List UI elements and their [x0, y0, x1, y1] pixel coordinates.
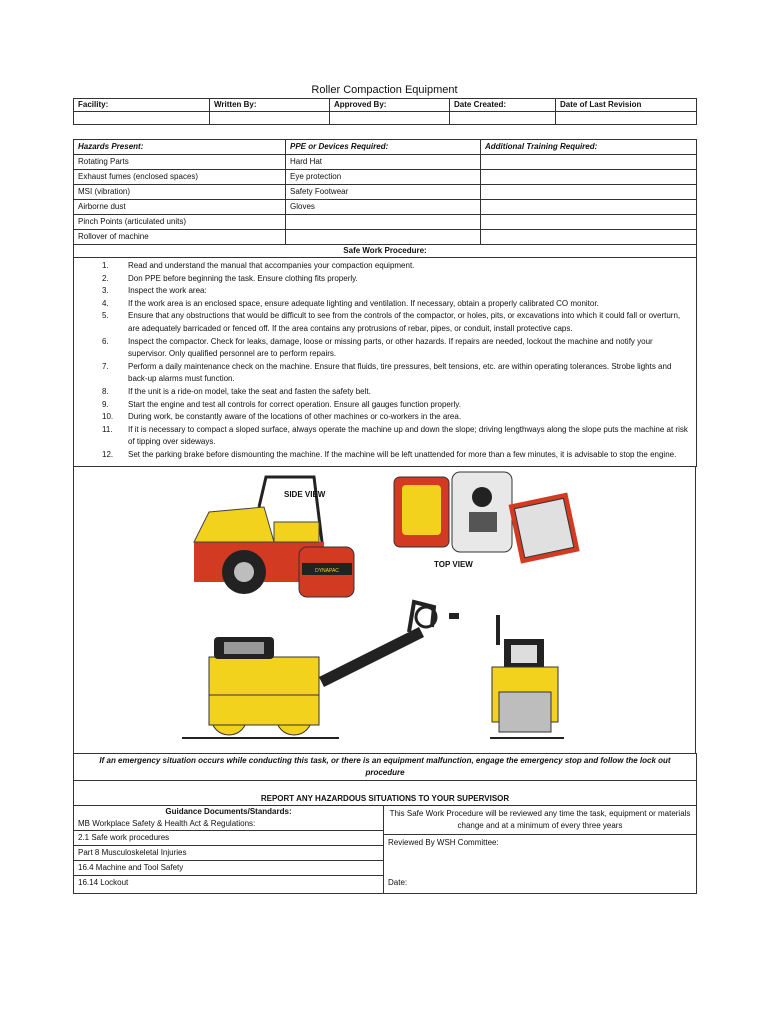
date-revision-label: Date of Last Revision [556, 99, 697, 112]
procedure-step [78, 260, 692, 273]
step-number: 7. [102, 361, 109, 371]
swp-steps [74, 258, 697, 467]
guidance-title: Guidance Documents/Standards: [165, 806, 292, 816]
approved-by-field[interactable] [330, 112, 450, 125]
equipment-images [73, 467, 696, 753]
hazards-header: Hazards Present: [74, 140, 286, 155]
guidance-item: 16.4 Machine and Tool Safety [74, 860, 383, 875]
step-number: 5. [102, 311, 109, 321]
date-revision-field[interactable] [556, 112, 697, 125]
ppe-item: Hard Hat [286, 155, 481, 170]
hazard-item: Rotating Parts [74, 155, 286, 170]
header-table [73, 98, 697, 125]
step-text: Read and understand the manual that accompanies your compaction equipment. [128, 261, 415, 270]
emergency-note: If an emergency situation occurs while conducting this task, or there is an equipment malfunction, engage the emergency stop and follow the lock out procedure [74, 753, 697, 780]
step-number: 9. [102, 399, 109, 409]
document-title: Roller Compaction Equipment [311, 84, 458, 96]
step-text: If the work area is an enclosed space, ensure adequate lighting and ventilation. If necessary, obtain a properly calibrated CO monitor. [128, 298, 599, 308]
ppe-header: PPE or Devices Required: [286, 140, 481, 155]
procedure-step [78, 298, 692, 311]
top-view-roller-image [394, 472, 580, 569]
step-number: 2. [102, 273, 109, 283]
hazard-item: Rollover of machine [74, 230, 286, 245]
table-row [74, 230, 697, 245]
procedure-step [78, 273, 692, 286]
procedure-step [78, 361, 692, 386]
guidance-item: Part 8 Musculoskeletal Injuries [74, 845, 383, 860]
training-item [481, 170, 697, 185]
top-view-label: TOP VIEW [434, 559, 473, 569]
procedure-step [78, 310, 692, 335]
step-number: 1. [102, 261, 109, 270]
step-text: If it is necessary to compact a sloped surface, always operate the machine up and down the slope; driving lengthways along the slope puts the machine at risk of tipping over sideways. [128, 424, 688, 447]
training-item [481, 230, 697, 245]
procedure-step [78, 285, 692, 298]
guidance-item: MB Workplace Safety & Health Act & Regulations: [78, 818, 256, 828]
step-text: Don PPE before beginning the task. Ensure clothing fits properly. [128, 273, 358, 283]
date-label: Date: [388, 877, 408, 887]
step-text: Start the engine and test all controls for correct operation. Ensure all gauges function properly. [128, 399, 461, 409]
ppe-item: Eye protection [286, 170, 481, 185]
table-row [74, 170, 697, 185]
footer-table [73, 753, 697, 894]
review-cell [384, 805, 697, 893]
procedure-step [78, 336, 692, 361]
ppe-item [286, 230, 481, 245]
ppe-item: Gloves [286, 200, 481, 215]
step-number: 6. [102, 336, 109, 346]
hazard-item: MSI (vibration) [74, 185, 286, 200]
step-number: 8. [102, 386, 109, 396]
date-created-field[interactable] [450, 112, 556, 125]
hazard-item: Exhaust fumes (enclosed spaces) [74, 170, 286, 185]
walk-behind-roller-image [182, 602, 459, 738]
training-header: Additional Training Required: [481, 140, 697, 155]
side-view-roller-image [194, 477, 354, 597]
guidance-item: 2.1 Safe work procedures [74, 830, 383, 845]
step-text: During work, be constantly aware of the locations of other machines or co-workers in the area. [128, 412, 462, 422]
guidance-item: 16.14 Lockout [74, 875, 383, 890]
step-text: Set the parking brake before dismounting the machine. If the machine will be left unattended for more than a few minutes, it is advisable to stop the engine. [128, 449, 677, 459]
step-text: Ensure that any obstructions that would be difficult to see from the controls of the compactor, or holes, pits, or excavations into which it could fall or overturn, are adequately barricaded or fenced off. If the area contains any protrusions of rebar, pipes, or conduit, install protective caps. [128, 311, 681, 333]
guidance-cell [74, 805, 384, 893]
roller-illustrations [74, 467, 695, 753]
review-text: This Safe Work Procedure will be reviewed any time the task, equipment or materials change and at a minimum of every three years [389, 808, 691, 830]
training-item [481, 185, 697, 200]
date-created-label: Date Created: [450, 99, 556, 112]
step-text: Inspect the compactor. Check for leaks, damage, loose or missing parts, or other hazards. If repairs are needed, lockout the machine and notify your supervisor. Only qualified personnel are to perform repairs. [128, 336, 653, 359]
hazard-item: Airborne dust [74, 200, 286, 215]
written-by-label: Written By: [210, 99, 330, 112]
table-row [74, 185, 697, 200]
approved-by-label: Approved By: [330, 99, 450, 112]
ppe-item [286, 215, 481, 230]
step-number: 3. [102, 286, 109, 296]
step-number: 12. [102, 449, 114, 459]
hazard-item: Pinch Points (articulated units) [74, 215, 286, 230]
facility-label: Facility: [74, 99, 210, 112]
hazards-table [73, 139, 697, 467]
facility-field[interactable] [74, 112, 210, 125]
table-row [74, 200, 697, 215]
step-number: 4. [102, 298, 109, 308]
procedure-step [78, 449, 692, 462]
step-text: Perform a daily maintenance check on the machine. Ensure that fluids, tire pressures, belt tensions, etc. are within operating tolerances. Strobe lights and back-up alarms must function. [128, 361, 672, 384]
procedure-step [78, 424, 692, 449]
table-row [74, 215, 697, 230]
training-item [481, 215, 697, 230]
report-note: REPORT ANY HAZARDOUS SITUATIONS TO YOUR SUPERVISOR [74, 780, 697, 805]
table-row [74, 155, 697, 170]
walk-behind-front-image [490, 615, 564, 738]
step-text: Inspect the work area: [128, 286, 207, 296]
steps-list [78, 260, 692, 462]
side-view-label: SIDE VIEW [284, 489, 326, 499]
written-by-field[interactable] [210, 112, 330, 125]
step-number: 10. [102, 412, 114, 422]
brand-label: DYNAPAC [315, 567, 339, 574]
procedure-step [78, 411, 692, 424]
training-item [481, 155, 697, 170]
training-item [481, 200, 697, 215]
procedure-step [78, 399, 692, 412]
step-number: 11. [102, 424, 113, 434]
ppe-item: Safety Footwear [286, 185, 481, 200]
swp-header: Safe Work Procedure: [74, 245, 697, 258]
document-page [73, 82, 696, 894]
procedure-step [78, 386, 692, 399]
step-text: If the unit is a ride-on model, take the seat and fasten the safety belt. [128, 386, 371, 396]
reviewed-by-label: Reviewed By WSH Committee: [388, 837, 499, 847]
